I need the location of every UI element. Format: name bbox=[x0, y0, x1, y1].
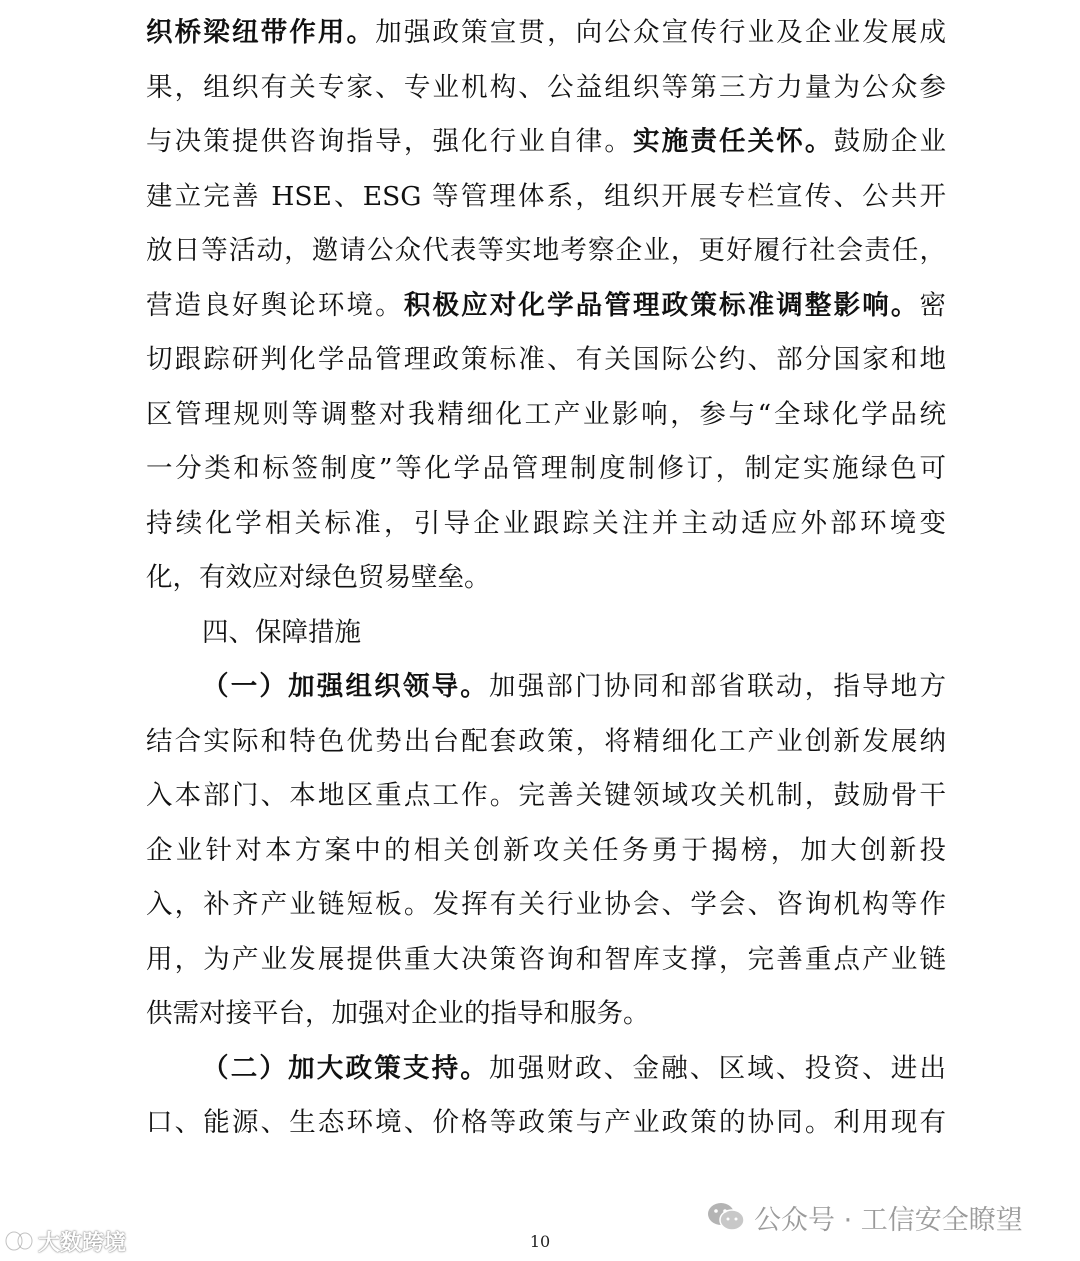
section-heading bbox=[146, 606, 946, 661]
text-line bbox=[146, 442, 946, 497]
text-run: 果，组织有关专家、专业机构、公益组织等第三方力量为公众参 bbox=[146, 71, 946, 103]
text-line bbox=[146, 6, 946, 61]
text-line bbox=[146, 115, 946, 170]
text-line bbox=[146, 824, 946, 879]
text-line bbox=[146, 333, 946, 388]
text-run: 切跟踪研判化学品管理政策标准、有关国际公约、部分国家和地 bbox=[146, 344, 946, 375]
brand-text: 大数跨境 bbox=[38, 1230, 127, 1256]
text-line bbox=[146, 497, 946, 552]
bold-phrase: 实施责任关怀。 bbox=[633, 126, 834, 157]
text-run: 与决策提供咨询指导，强化行业自律。 bbox=[146, 126, 634, 157]
text-line bbox=[146, 715, 946, 770]
text-run: 加强政策宣贯，向公众宣传行业及企业发展成 bbox=[375, 17, 947, 48]
text-line bbox=[146, 551, 946, 606]
text-line bbox=[146, 388, 946, 443]
text-run: 营造良好舆论环境。 bbox=[146, 289, 404, 321]
text-line bbox=[146, 224, 946, 279]
text-run: 建立完善 HSE、ESG 等管理体系，组织开展专栏宣传、公共开 bbox=[146, 180, 946, 212]
text-run: 一分类和标签制度”等化学品管理制度制修订，制定实施绿色可 bbox=[146, 453, 946, 484]
text-line bbox=[146, 61, 946, 116]
text-line bbox=[146, 170, 946, 225]
watermark-text: 公众号 · 工信安全瞭望 bbox=[754, 1204, 1023, 1236]
bold-phrase: 积极应对化学品管理政策标准调整影响。 bbox=[403, 289, 920, 321]
text-run: 放日等活动，邀请公众代表等实地考察企业，更好履行社会责任， bbox=[146, 235, 946, 266]
text-run: 加强部门协同和部省联动，指导地方 bbox=[489, 671, 946, 702]
text-run: 密 bbox=[919, 289, 947, 321]
bold-phrase: （二）加大政策支持。 bbox=[202, 1052, 489, 1084]
text-run: 入本部门、本地区重点工作。完善关键领域攻关机制，鼓励骨干 bbox=[146, 780, 946, 811]
text-run: 用，为产业发展提供重大决策咨询和智库支撑，完善重点产业链 bbox=[146, 943, 946, 975]
bold-phrase: 织桥梁纽带作用。 bbox=[146, 17, 376, 48]
text-run: 供需对接平台，加强对企业的指导和服务。 bbox=[146, 998, 650, 1029]
text-run: 结合实际和特色优势出台配套政策，将精细化工产业创新发展纳 bbox=[146, 725, 946, 757]
page-number: 10 bbox=[529, 1232, 551, 1251]
bold-phrase: （一）加强组织领导。 bbox=[202, 671, 489, 702]
document-body bbox=[146, 6, 946, 1151]
text-run: 加强财政、金融、区域、投资、进出 bbox=[489, 1052, 946, 1084]
text-line bbox=[146, 987, 946, 1042]
text-run: 持续化学相关标准，引导企业跟踪关注并主动适应外部环境变 bbox=[146, 507, 946, 539]
text-run: 鼓励企业 bbox=[833, 126, 947, 157]
text-line bbox=[146, 279, 946, 334]
text-run: 化，有效应对绿色贸易壁垒。 bbox=[146, 562, 491, 593]
text-run: 四、保障措施 bbox=[202, 616, 361, 648]
text-line bbox=[146, 1096, 946, 1151]
text-run: 区管理规则等调整对我精细化工产业影响，参与“全球化学品统 bbox=[146, 398, 946, 430]
text-run: 企业针对本方案中的相关创新攻关任务勇于揭榜，加大创新投 bbox=[146, 834, 946, 866]
text-line bbox=[146, 933, 946, 988]
text-line bbox=[146, 1042, 946, 1097]
text-run: 入，补齐产业链短板。发挥有关行业协会、学会、咨询机构等作 bbox=[146, 889, 946, 920]
text-line bbox=[146, 660, 946, 715]
text-line bbox=[146, 878, 946, 933]
text-run: 口、能源、生态环境、价格等政策与产业政策的协同。利用现有 bbox=[146, 1107, 946, 1138]
wechat-icon bbox=[706, 1200, 746, 1234]
text-line bbox=[146, 769, 946, 824]
